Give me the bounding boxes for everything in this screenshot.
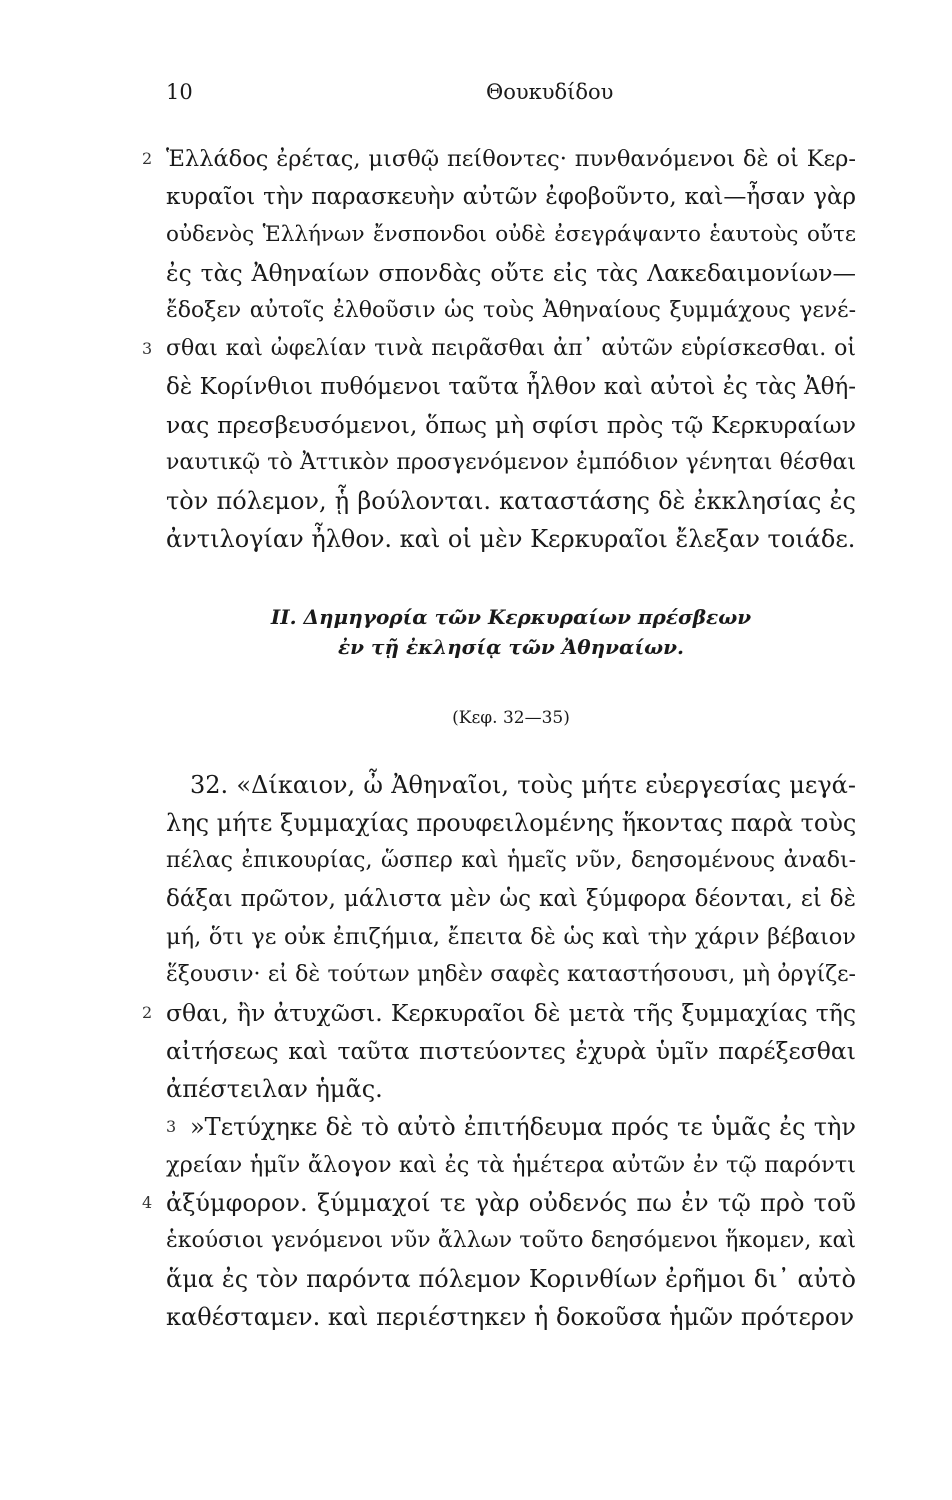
line-text: Ἑλλάδος ἐρέτας, μισθῷ πείθοντες· πυνθανόμενοι δὲ οἱ Κερ- bbox=[166, 146, 856, 172]
running-head: Θουκυδίδου bbox=[486, 80, 614, 104]
line-text: πέλας ἐπικουρίας, ὥσπερ καὶ ἡμεῖς νῦν, δεησομένους ἀναδι- bbox=[166, 848, 856, 873]
page-header bbox=[166, 80, 856, 110]
text-line bbox=[166, 406, 856, 444]
line-text: νας πρεσβευσόμενοι, ὅπως μὴ σφίσι πρὸς τῷ Κερκυραίων bbox=[166, 411, 856, 439]
line-text: χρείαν ἡμῖν ἄλογον καὶ ἐς τὰ ἡμέτερα αὐτῶν ἐν τῷ παρόντι bbox=[166, 1152, 856, 1178]
text-block-top bbox=[142, 140, 856, 558]
text-line bbox=[166, 956, 856, 994]
line-text: ἔδοξεν αὐτοῖς ἐλθοῦσιν ὡς τοὺς Ἀθηναίους ξυμμάχους γενέ- bbox=[166, 298, 856, 323]
line-text: αἰτήσεως καὶ ταῦτα πιστεύοντες ἐχυρὰ ὑμῖν παρέξεσθαι bbox=[166, 1037, 856, 1065]
line-text: »Τετύχηκε δὲ τὸ αὐτὸ ἐπιτήδευμα πρός τε ὑμᾶς ἐς τὴν bbox=[190, 1113, 856, 1141]
text-line bbox=[166, 766, 856, 804]
line-text: δάξαι πρῶτον, μάλιστα μὲν ὡς καὶ ξύμφορα δέονται, εἰ δὲ bbox=[166, 886, 856, 912]
margin-section-number: 4 bbox=[142, 1193, 153, 1212]
text-line bbox=[166, 520, 856, 558]
line-text: ἑκούσιοι γενόμενοι νῦν ἄλλων τοῦτο δεησόμενοι ἥκομεν, καὶ bbox=[166, 1228, 856, 1253]
text-line bbox=[166, 444, 856, 482]
line-text: σθαι, ἢν ἀτυχῶσι. Κερκυραῖοι δὲ μετὰ τῆς ξυμμαχίας τῆς bbox=[166, 999, 856, 1027]
line-text: τὸν πόλεμον, ᾗ βούλονται. καταστάσης δὲ ἐκκλησίας ἐς bbox=[166, 487, 856, 515]
line-text: ἕξουσιν· εἰ δὲ τούτων μηδὲν σαφὲς καταστήσουσι, μὴ ὀργίζε- bbox=[166, 962, 856, 987]
text-line bbox=[166, 178, 856, 216]
text-line bbox=[166, 1222, 856, 1260]
line-text: 32. «Δίκαιον, ὦ Ἀθηναῖοι, τοὺς μήτε εὐεργεσίας μεγά- bbox=[190, 771, 856, 799]
text-line bbox=[166, 292, 856, 330]
page-number: 10 bbox=[166, 80, 193, 104]
section-heading bbox=[166, 602, 856, 662]
text-line bbox=[166, 216, 856, 254]
chapter-reference: (Κεφ. 32—35) bbox=[452, 708, 570, 728]
line-text: ἀξύμφορον. ξύμμαχοί τε γὰρ οὐδενός πω ἐν τῷ πρὸ τοῦ bbox=[166, 1189, 856, 1217]
text-line bbox=[142, 140, 856, 178]
text-line bbox=[166, 1146, 856, 1184]
text-line bbox=[166, 1260, 856, 1298]
line-text: ναυτικῷ τὸ Ἀττικὸν προσγενόμενον ἐμπόδιον γένηται θέσθαι bbox=[166, 450, 856, 475]
margin-section-number: 3 bbox=[142, 339, 153, 358]
line-text: ἅμα ἐς τὸν παρόντα πόλεμον Κορινθίων ἐρῆμοι δι᾽ αὐτὸ bbox=[166, 1265, 856, 1293]
text-line bbox=[166, 804, 856, 842]
margin-section-number: 3 bbox=[166, 1117, 177, 1136]
margin-section-number: 2 bbox=[142, 1003, 153, 1022]
line-text: λης μήτε ξυμμαχίας προυφειλομένης ἥκοντας παρὰ τοὺς bbox=[166, 809, 857, 837]
margin-section-number: 2 bbox=[142, 149, 153, 168]
text-line bbox=[166, 842, 856, 880]
text-line bbox=[166, 482, 856, 520]
line-text: ἀντιλογίαν ἦλθον. καὶ οἱ μὲν Κερκυραῖοι ἔλεξαν τοιάδε. bbox=[166, 525, 856, 553]
text-line bbox=[166, 1070, 856, 1108]
line-text: ἐς τὰς Ἀθηναίων σπονδὰς οὔτε εἰς τὰς Λακεδαιμονίων— bbox=[166, 259, 856, 287]
line-text: κυραῖοι τὴν παρασκευὴν αὐτῶν ἐφοβοῦντο, καὶ—ἦσαν γὰρ bbox=[166, 184, 856, 210]
text-line bbox=[142, 1184, 856, 1222]
section-heading-line2: ἐν τῇ ἐκλησίᾳ τῶν Ἀθηναίων. bbox=[337, 635, 684, 659]
text-line bbox=[166, 368, 856, 406]
text-line bbox=[166, 1032, 856, 1070]
line-text: δὲ Κορίνθιοι πυθόμενοι ταῦτα ἦλθον καὶ αὐτοὶ ἐς τὰς Ἀθή- bbox=[166, 374, 856, 400]
text-line bbox=[166, 1108, 856, 1146]
line-text: μή, ὅτι γε οὐκ ἐπιζήμια, ἔπειτα δὲ ὡς καὶ τὴν χάριν βέβαιον bbox=[166, 924, 856, 950]
text-block-bottom bbox=[142, 766, 857, 1336]
line-text: καθέσταμεν. καὶ περιέστηκεν ἡ δοκοῦσα ἡμῶν πρότερον bbox=[166, 1303, 855, 1331]
text-line bbox=[142, 330, 856, 368]
text-line bbox=[166, 918, 856, 956]
text-line bbox=[166, 1298, 856, 1336]
text-line bbox=[166, 254, 856, 292]
text-line bbox=[142, 994, 856, 1032]
line-text: ἀπέστειλαν ἡμᾶς. bbox=[166, 1075, 383, 1103]
section-heading-line1: II. Δημηγορία τῶν Κερκυραίων πρέσβεων bbox=[270, 605, 752, 629]
line-text: οὐδενὸς Ἑλλήνων ἔνσπονδοι οὐδὲ ἐσεγράψαντο ἑαυτοὺς οὔτε bbox=[166, 222, 856, 247]
line-text: σθαι καὶ ὠφελίαν τινὰ πειρᾶσθαι ἀπ᾽ αὐτῶν εὑρίσκεσθαι. οἱ bbox=[166, 336, 856, 361]
text-line bbox=[166, 880, 856, 918]
